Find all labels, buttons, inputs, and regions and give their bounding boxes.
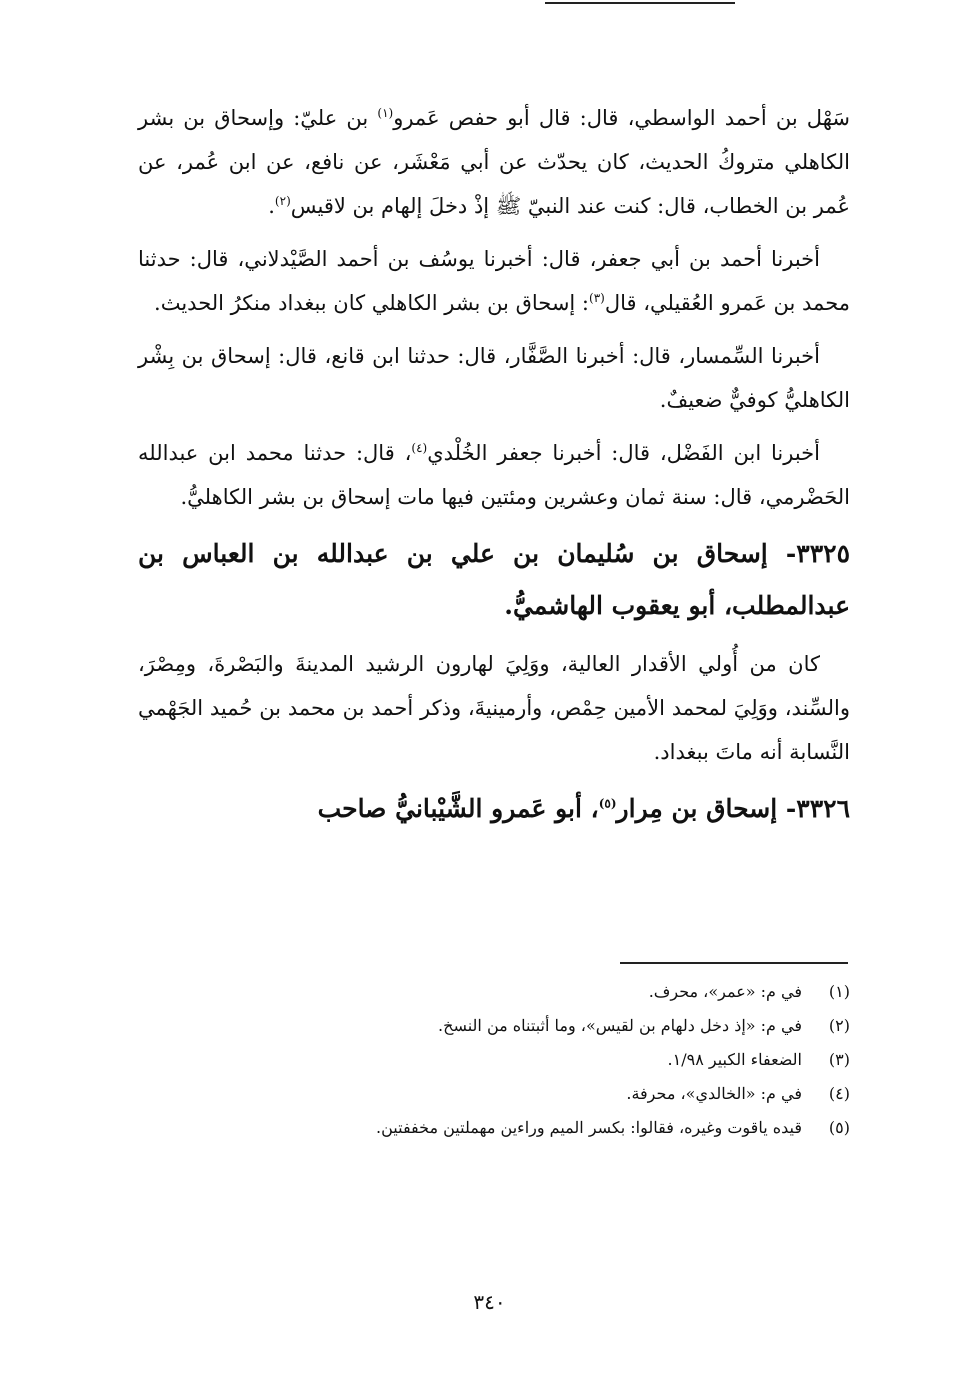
footnote-item [200,975,850,1009]
paragraph [138,431,850,519]
footnote-number: (٤) [828,1084,850,1103]
paragraph-text: أخبرنا أحمد بن أبي جعفر، قال: أخبرنا يوسُف بن أحمد الصَّيْدلاني، قال: حدثنا محمد بن عَمرو العُقيلي، قال [138,247,850,315]
footnote-item [200,1111,850,1145]
paragraph-text: أخبرنا ابن الفَضْل، قال: أخبرنا جعفر الخُلْدي [427,441,820,465]
footnote-text: في م: «إذ دخل دلهام بن لقيس»، وما أثبتناه من النسخ. [438,1016,802,1035]
paragraph [138,237,850,325]
footnote-number: (٢) [828,1016,850,1035]
main-text [138,96,850,835]
footnotes [200,975,850,1145]
footnote-text: قيده ياقوت وغيره، فقالوا: بكسر الميم وراءين مهملتين مخففتين. [376,1118,802,1137]
paragraph-text: أخبرنا السِّمسار، قال: أخبرنا الصَّفَّار، قال: حدثنا ابن قانع، قال: إسحاق بن بِشْر الكاهليُّ كوفيٌّ ضعيفٌ. [138,344,850,412]
paragraph [138,96,850,228]
footnote-text: في م: «عمر»، محرف. [648,982,802,1001]
footnote-text: الضعفاء الكبير ١/٩٨. [667,1050,802,1069]
footnote-item [200,1077,850,1111]
entry-text: ، أبو عَمرو الشَّيْبانيُّ صاحب [317,794,599,823]
footnote-ref: (٢) [274,194,291,208]
entry-text: ٣٣٢٦- إسحاق بن مِرار [616,794,850,823]
paragraph: كان من أُولي الأقدار العالية، ووَلِيَ لهارون الرشيد المدينةَ والبَصْرةَ، ومِصْرَ، والسِّند، ووَلِيَ لمحمد الأمين حِمْص، وأرمينيةَ، وذكر أحمد بن محمد بن حُميد الجَهْمي النَّسابة أنه ماتَ ببغداد. [138,652,850,764]
footnote-ref: (١) [377,106,394,120]
entry-heading-3326 [138,783,850,835]
footnote-item [200,1043,850,1077]
footnote-ref: (٥) [598,796,617,811]
page-number: ٣٤٠ [473,1290,506,1314]
paragraph [138,334,850,422]
footnote-item [200,1009,850,1043]
footnote-separator [620,962,848,964]
top-decorative-rule [545,2,735,4]
footnote-text: في م: «الخالدي»، محرفة. [626,1084,802,1103]
paragraph-text: . [268,194,275,218]
footnote-number: (٣) [828,1050,850,1069]
paragraph-text: : إسحاق بن بشر الكاهلي كان ببغداد منكرُ الحديث. [154,291,590,315]
paragraph-text: ، قال: حدثنا محمد ابن عبدالله الحَضْرمي، قال: سنة ثمان وعشرين ومئتين فيها مات إسحاق بن بشر الكاهليُّ. [138,441,850,509]
footnote-number: (٥) [828,1118,850,1137]
paragraph-text: سَهْل بن أحمد الواسطي، قال: قال أبو حفص عَمرو [393,106,850,130]
footnote-ref: (٤) [411,441,428,455]
paragraph-text: بن عليّ: وإسحاق بن بشر الكاهلي متروكُ الحديث، كان يحدّث عن أبي مَعْشَر، عن نافع، عن ابن عُمر، عن عُمر بن الخطاب، قال: كنت عند النبيّ ﷺ إذْ دخلَ إلهام بن لاقيس [138,106,850,218]
footnote-ref: (٣) [589,291,605,305]
entry-heading-3325: ٣٣٢٥- إسحاق بن سُليمان بن علي بن عبدالله بن العباس بن عبدالمطلب، أبو يعقوب الهاشميُّ. [138,539,850,620]
footnote-number: (١) [828,982,850,1001]
